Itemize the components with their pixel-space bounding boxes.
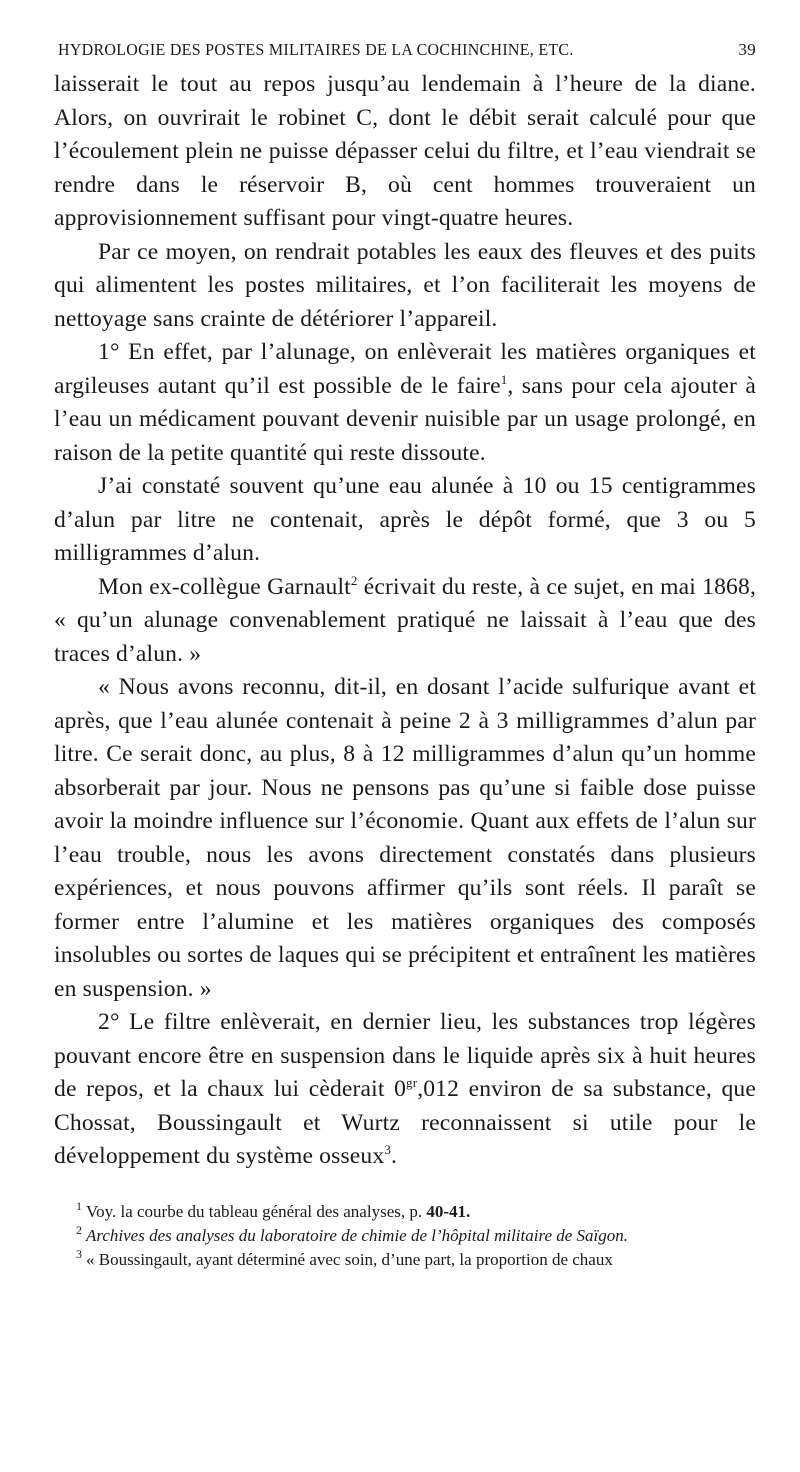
paragraph-6: « Nous avons reconnu, dit-il, en dosant l’acide sulfurique avant et après, que l’eau alunée contenait à peine 2 à 3 milligrammes d’alun par litre. Ce serait donc, au plus, 8 à 12 milligrammes d’alun qu’un homme absorberait par jour. Nous ne pensons pas qu’une si faible dose puisse avoir la moindre influence sur l’économie. Quant aux effets de l’alun sur l’eau trouble, nous les avons directement constatés dans plusieurs expériences, et nous pouvons affirmer qu’ils sont réels. Il paraît se former entre l’alumine et les matières organiques des composés insolubles ou sortes de laques qui se précipitent et entraînent les matières en suspension. » <box>54 674 756 1002</box>
paragraph-7-text: 2° Le filtre enlèverait, en dernier lieu, les substances trop légères pouvant encore être en suspension dans le liquide après six à huit heures de repos, et la chaux lui cèderait 0 <box>54 1009 756 1102</box>
paragraph-2: Par ce moyen, on rendrait potables les eaux des fleuves et des puits qui alimentent les postes militaires, et l’on faciliterait les moyens de nettoyage sans crainte de détériorer l’appareil. <box>54 238 756 332</box>
footnote-ref-2: 2 <box>350 572 358 588</box>
footnote-ref-1: 1 <box>500 371 508 387</box>
paragraph-3-text-end: , sans pour cela ajouter à l’eau un médicament pouvant devenir nuisible par un usage prolongé, en raison de la petite quantité qui reste dissoute. <box>54 372 757 466</box>
paragraph-5 <box>54 571 756 672</box>
book-page <box>54 40 756 1272</box>
paragraph-7-text-end: . <box>390 1143 398 1169</box>
paragraph-5-text-end: écrivait du reste, à ce sujet, en mai 1868, « qu’un alunage convenablement pratiqué ne laissait à l’eau que des traces d’alun. » <box>54 573 756 667</box>
footnote-1-number: 1 <box>76 1198 82 1213</box>
paragraph-1: laisserait le tout au repos jusqu’au lendemain à l’heure de la diane. Alors, on ouvrirait le robinet C, dont le débit serait calculé pour que l’écoulement plein ne puisse dépasser celui du filtre, et l’eau viendrait se rendre dans le réservoir B, où cent hommes trouveraient un approvisionnement suffisant pour vingt-quatre heures. <box>54 71 756 231</box>
paragraph-5-text: Mon ex-collègue Garnault <box>98 573 351 600</box>
footnote-2-number: 2 <box>76 1222 82 1237</box>
running-title: HYDROLOGIE DES POSTES MILITAIRES DE LA COCHINCHINE, ETC. <box>58 40 574 59</box>
footnote-ref-3: 3 <box>384 1142 391 1158</box>
paragraph-3-text: 1° En effet, par l’alunage, on enlèverait les matières organiques et argileuses autant qu’il est possible de le faire <box>54 339 756 399</box>
footnote-2-text: Archives des analyses du laboratoire de chimie de l’hôpital militaire de Saïgon. <box>86 1225 629 1245</box>
page-header <box>58 40 756 60</box>
paragraph-4: J’ai constaté souvent qu’une eau alunée à 10 ou 15 centigrammes d’alun par litre ne contenait, après le dépôt formé, que 3 ou 5 milligrammes d’alun. <box>54 473 756 566</box>
footnote-2 <box>54 1224 756 1248</box>
footnote-3-number: 3 <box>76 1246 82 1261</box>
paragraph-3 <box>54 336 756 470</box>
page-number: 39 <box>738 40 756 59</box>
footnote-1-pages: 40-41. <box>426 1201 471 1221</box>
footnote-1-text: Voy. la courbe du tableau général des analyses, p. <box>86 1201 427 1221</box>
footnotes <box>54 1200 756 1272</box>
main-text <box>54 68 756 1174</box>
paragraph-7 <box>54 1006 756 1174</box>
paragraph-7-text-mid: ,012 environ de sa substance, que Chossat, Boussingault et Wurtz reconnaissent si utile pour le développement du système osseux <box>54 1076 756 1169</box>
footnote-3 <box>54 1248 756 1272</box>
footnote-3-text: « Boussingault, ayant déterminé avec soin, d’une part, la proportion de chaux <box>86 1249 613 1269</box>
unit-gram: gr <box>406 1075 418 1091</box>
footnote-1 <box>54 1200 756 1224</box>
